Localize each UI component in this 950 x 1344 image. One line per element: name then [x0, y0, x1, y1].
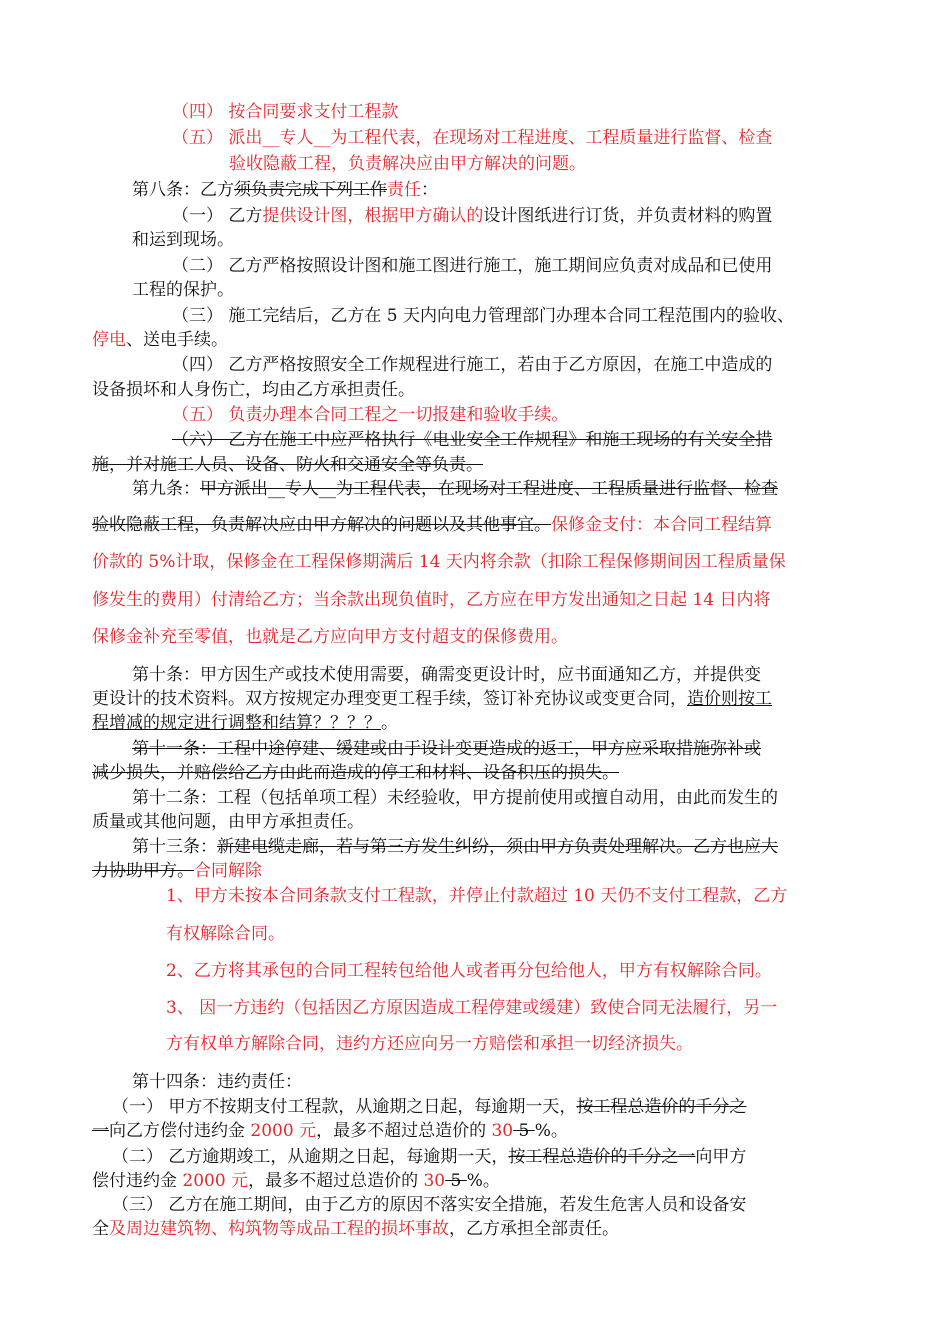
inserted-text: 保修金补充至零值，也就是乙方应向甲方支付超支的保修费用。	[92, 627, 568, 647]
article-11-line-2	[92, 762, 619, 784]
a8-item-2-cont	[132, 279, 234, 301]
underlined-text: 造价则按工	[687, 689, 772, 709]
inserted-text: 1、甲方未按本合同条款支付工程款，并停止付款超过 10 天仍不支付工程款，乙方	[166, 886, 788, 906]
article-13-line-2	[92, 860, 262, 882]
deleted-text: 5	[445, 1171, 467, 1191]
a8-item-6	[172, 429, 772, 451]
text: 第十条：甲方因生产或技术使用需要，确需变更设计时，应书面通知乙方，并提供变	[132, 665, 761, 685]
item-number: （五）	[172, 128, 223, 148]
a14-item-1-cont	[92, 1120, 568, 1142]
article-11-line-1	[132, 738, 761, 760]
inserted-text: 2、乙方将其承包的合同工程转包给他人或者再分包给他人，甲方有权解除合同。	[166, 961, 772, 981]
text: 第十二条：工程（包括单项工程）未经验收，甲方提前使用或擅自动用，由此而发生的	[132, 788, 778, 808]
text: ，乙方承担全部责任。	[449, 1219, 619, 1239]
article-9-line-3	[92, 551, 786, 573]
a8-item-5	[172, 404, 568, 426]
text: 第十四条：违约责任：	[132, 1072, 302, 1092]
a13-clause-3	[166, 997, 777, 1019]
a8-item-6-cont	[92, 454, 483, 476]
inserted-text: 有权解除合同。	[166, 924, 285, 944]
text: 向乙方偿付违约金	[109, 1121, 251, 1141]
inserted-text: 3、 因一方违约（包括因乙方原因造成工程停建或缓建）致使合同无法履行，另一	[166, 998, 778, 1018]
deleted-text: （六） 乙方在施工中应严格执行《电业安全工作规程》和施工现场的有关安全措	[172, 430, 773, 450]
text: 。	[381, 713, 398, 733]
a14-item-2	[112, 1146, 746, 1168]
text: 、送电手续。	[126, 330, 228, 350]
a14-item-1	[112, 1096, 746, 1118]
a13-clause-1-cont	[166, 923, 285, 945]
a13-clause-1	[166, 885, 787, 907]
article-12-line-1	[132, 787, 778, 809]
item-number: （四）	[172, 102, 223, 122]
a8-item-3	[172, 305, 794, 327]
text: ：	[421, 180, 438, 200]
inserted-text: 及周边建筑物、构筑物等成品工程的损坏事故	[109, 1219, 449, 1239]
text: %。	[466, 1171, 500, 1191]
text: 质量或其他问题，由甲方承担责任。	[92, 812, 364, 832]
text: （一） 乙方	[172, 206, 263, 226]
a7-item-5	[172, 127, 772, 149]
deleted-text: 第十一条：工程中途停建、缓建或由于设计变更造成的返工，甲方应采取措施弥补或	[132, 739, 761, 759]
a8-item-2	[172, 255, 772, 277]
deleted-text: 减少损失，并赔偿给乙方由此而造成的停工和材料、设备积压的损失。	[92, 763, 619, 783]
article-9-line-1	[132, 478, 778, 500]
inserted-text: 方有权单方解除合同，违约方还应向另一方赔偿和承担一切经济损失。	[166, 1034, 693, 1054]
inserted-text: 合同解除	[194, 861, 262, 881]
text: 和运到现场。	[132, 230, 234, 250]
text: （四） 乙方严格按照安全工作规程进行施工，若由于乙方原因，在施工中造成的	[172, 355, 773, 375]
deleted-text: 一	[92, 1121, 109, 1141]
inserted-text: 责任	[387, 180, 421, 200]
article-14-title	[132, 1071, 302, 1093]
underlined-text: 程增减的规定进行调整和结算？？？？	[92, 713, 381, 733]
inserted-text: 停电	[92, 330, 126, 350]
a8-item-4	[172, 354, 772, 376]
item-text: 派出	[228, 128, 263, 148]
a7-item-5-cont	[229, 153, 586, 175]
text: 向甲方	[695, 1147, 747, 1167]
article-8-title	[132, 179, 438, 201]
text: （二） 乙方逾期竣工，从逾期之日起，每逾期一天，	[112, 1147, 509, 1167]
a8-item-4-cont	[92, 379, 415, 401]
item-text: 按合同要求支付工程款	[228, 102, 399, 122]
a8-item-1	[172, 205, 772, 227]
inserted-text: （五） 负责办理本合同工程之一切报建和验收手续。	[172, 405, 569, 425]
underlined-text: __专人__	[262, 128, 331, 148]
a14-item-3	[112, 1194, 746, 1216]
inserted-text: 价款的 5%计取，保修金在工程保修期满后 14 天内将余款（扣除工程保修期间因工程质量保	[92, 552, 786, 572]
text: （三） 施工完结后，乙方在 5 天内向电力管理部门办理本合同工程范围内的验收、	[172, 306, 795, 326]
deleted-text: 新建电缆走廊，若与第三方发生纠纷，须由甲方负责处理解决。乙方也应大	[217, 837, 778, 857]
text: 第九条：	[132, 479, 200, 499]
text: （二） 乙方严格按照设计图和施工图进行施工，施工期间应负责对成品和已使用	[172, 256, 773, 276]
inserted-text: 30	[423, 1171, 446, 1191]
text: %。	[534, 1121, 568, 1141]
article-9-line-2	[92, 514, 772, 536]
text: 第八条：乙方	[132, 180, 234, 200]
deleted-text: 按工程总造价的千分之一	[508, 1147, 696, 1167]
text: ，最多不超过总造价的	[316, 1121, 492, 1141]
inserted-text: 2000 元	[250, 1121, 317, 1141]
text: 设计图纸进行订货，并负责材料的购置	[483, 206, 773, 226]
text: 全	[92, 1219, 109, 1239]
item-text: 验收隐蔽工程，负责解决应由甲方解决的问题。	[229, 154, 586, 174]
deleted-text: 按工程总造价的千分之	[576, 1097, 747, 1117]
text: ，最多不超过总造价的	[248, 1171, 424, 1191]
inserted-text: 2000 元	[182, 1171, 249, 1191]
article-9-line-4	[92, 589, 770, 611]
a8-item-1-cont	[132, 229, 234, 251]
text: 偿付违约金	[92, 1171, 183, 1191]
article-9-line-5	[92, 626, 568, 648]
text: 第十三条：	[132, 837, 217, 857]
a8-item-3-cont	[92, 329, 228, 351]
text: 更设计的技术资料。双方按规定办理变更工程手续，签订补充协议或变更合同，	[92, 689, 687, 709]
text: 工程的保护。	[132, 280, 234, 300]
deleted-text: 力协助甲方。	[92, 861, 194, 881]
article-13-line-1	[132, 836, 778, 858]
article-10-line-1	[132, 664, 761, 686]
a13-clause-3-cont	[166, 1033, 693, 1055]
a7-item-4	[172, 101, 398, 123]
deleted-text: 甲方派出__专人__为工程代表，在现场对工程进度、工程质量进行监督、检查	[200, 479, 778, 499]
deleted-text: 5	[513, 1121, 535, 1141]
a14-item-3-cont	[92, 1218, 619, 1240]
article-12-line-2	[92, 811, 364, 833]
a13-clause-2	[166, 960, 772, 982]
inserted-text: 30	[491, 1121, 514, 1141]
deleted-text: 须负责完成下列工作	[234, 180, 387, 200]
deleted-text: 验收隐蔽工程，负责解决应由甲方解决的问题以及其他事宜。	[92, 515, 551, 535]
text: （三） 乙方在施工期间，由于乙方的原因不落实安全措施，若发生危害人员和设备安	[112, 1195, 747, 1215]
article-10-line-2	[92, 688, 772, 710]
article-10-line-3	[92, 712, 398, 734]
inserted-text: 提供设计图，根据甲方确认的	[262, 206, 484, 226]
inserted-text: 修发生的费用）付清给乙方；当余款出现负值时，乙方应在甲方发出通知之日起 14 日内将	[92, 590, 771, 610]
item-text: 为工程代表，在现场对工程进度、工程质量进行监督、检查	[330, 128, 773, 148]
inserted-text: 保修金支付：本合同工程结算	[551, 515, 772, 535]
text: 设备损坏和人身伤亡，均由乙方承担责任。	[92, 380, 415, 400]
text: （一） 甲方不按期支付工程款，从逾期之日起，每逾期一天，	[112, 1097, 577, 1117]
deleted-text: 施，并对施工人员、设备、防火和交通安全等负责。	[92, 455, 483, 475]
a14-item-2-cont	[92, 1170, 500, 1192]
